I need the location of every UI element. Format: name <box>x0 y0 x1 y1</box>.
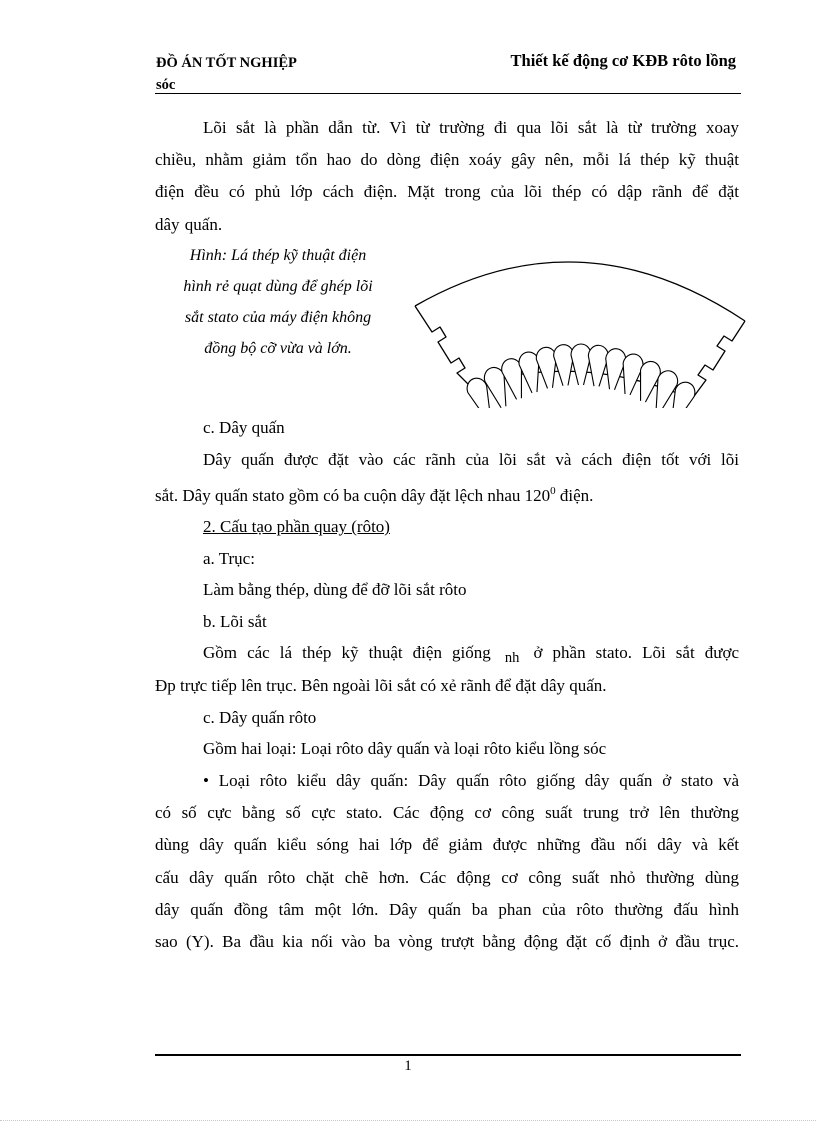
core-heading: b. Lõi sắt <box>203 611 267 631</box>
wound-rotor-line: dùng dây quấn kiểu sóng hai lớp để giảm được những đầu nối dây và kết <box>155 835 739 855</box>
header-left-line2: sóc <box>156 77 176 93</box>
rotor-winding-intro: Gồm hai loại: Loại rôto dây quấn và loại rôto kiểu lồng sóc <box>203 739 607 759</box>
winding-line: Dây quấn được đặt vào các rãnh của lõi sắt và cách điện tốt với lõi <box>203 449 739 469</box>
core-line: Đp trực tiếp lên trục. Bên ngoài lõi sắt có xẻ rãnh để đặt dây quấn. <box>155 676 607 696</box>
lamination-slot <box>571 344 591 385</box>
lamination-left-edge <box>415 306 470 386</box>
rotor-winding-heading: c. Dây quấn rôto <box>203 707 317 727</box>
lamination-slots <box>464 344 698 408</box>
wound-rotor-line: có số cực bằng số cực stato. Các động cơ công suất trung trở lên thường <box>155 803 739 823</box>
header-divider <box>155 93 741 94</box>
winding-line: sắt. Dây quấn stato gồm có ba cuộn dây đặt lệch nhau $120^0$ điện. <box>155 484 594 505</box>
shaft-heading: a. Trục: <box>203 548 255 568</box>
winding-heading: c. Dây quấn <box>203 418 285 437</box>
wound-rotor-line: cấu dây quấn rôto chặt chẽ hơn. Các động cơ công suất nhỏ thường dùng <box>155 867 739 887</box>
shaft-text: Làm bằng thép, dùng để đỡ lõi sắt rôto <box>203 580 467 600</box>
wound-rotor-line: • Loại rôto kiểu dây quấn: Dây quấn rôto giống dây quấn ở stato và <box>203 770 740 790</box>
intro-line: Lõi sắt là phần dẫn từ. Vì từ trường đi qua lõi sắt là từ trường xoay <box>203 118 739 137</box>
rotor-heading: 2. Cấu tạo phần quay (rôto) <box>203 517 390 537</box>
intro-line: điện đều có phủ lớp cách điện. Mặt trong của lõi thép có dập rãnh để đặt <box>155 182 739 202</box>
intro-paragraph <box>155 112 739 240</box>
footer-divider <box>155 1054 741 1056</box>
header-title: Thiết kế động cơ KĐB rôto lồng <box>510 51 736 70</box>
page-edge <box>0 1120 816 1121</box>
lamination-right-edge <box>692 321 745 399</box>
header-left <box>156 52 297 96</box>
page-number: 1 <box>404 1058 412 1074</box>
intro-line: dây quấn. <box>155 214 223 234</box>
lamination-slot <box>587 345 609 387</box>
wound-rotor-line: sao (Y). Ba đầu kia nối vào ba vòng trượt bằng động đặt cố định ở đầu trục. <box>155 931 739 951</box>
intro-line: chiều, nhằm giảm tổn hao do dòng điện xoáy gây nên, mỗi lá thép kỹ thuật <box>155 150 739 170</box>
header-left-line1: ĐỒ ÁN TỐT NGHIỆP <box>156 55 297 71</box>
stator-lamination-figure <box>410 236 750 408</box>
core-line: Gồm các lá thép kỹ thuật điện giống nh ở phần stato. Lõi sắt được <box>203 643 740 667</box>
wound-rotor-line: dây quấn đồng tâm một lớn. Dây quấn ba phan của rôto thường đấu hình <box>155 899 739 919</box>
figure-caption: Hình: Lá thép kỹ thuật điện hình rẻ quạt dùng để ghép lõi sắt stato của máy điện không đồng bộ cỡ vừa và lớn. <box>183 247 373 357</box>
bullet: • <box>203 770 209 790</box>
lamination-outer-arc <box>415 262 745 321</box>
